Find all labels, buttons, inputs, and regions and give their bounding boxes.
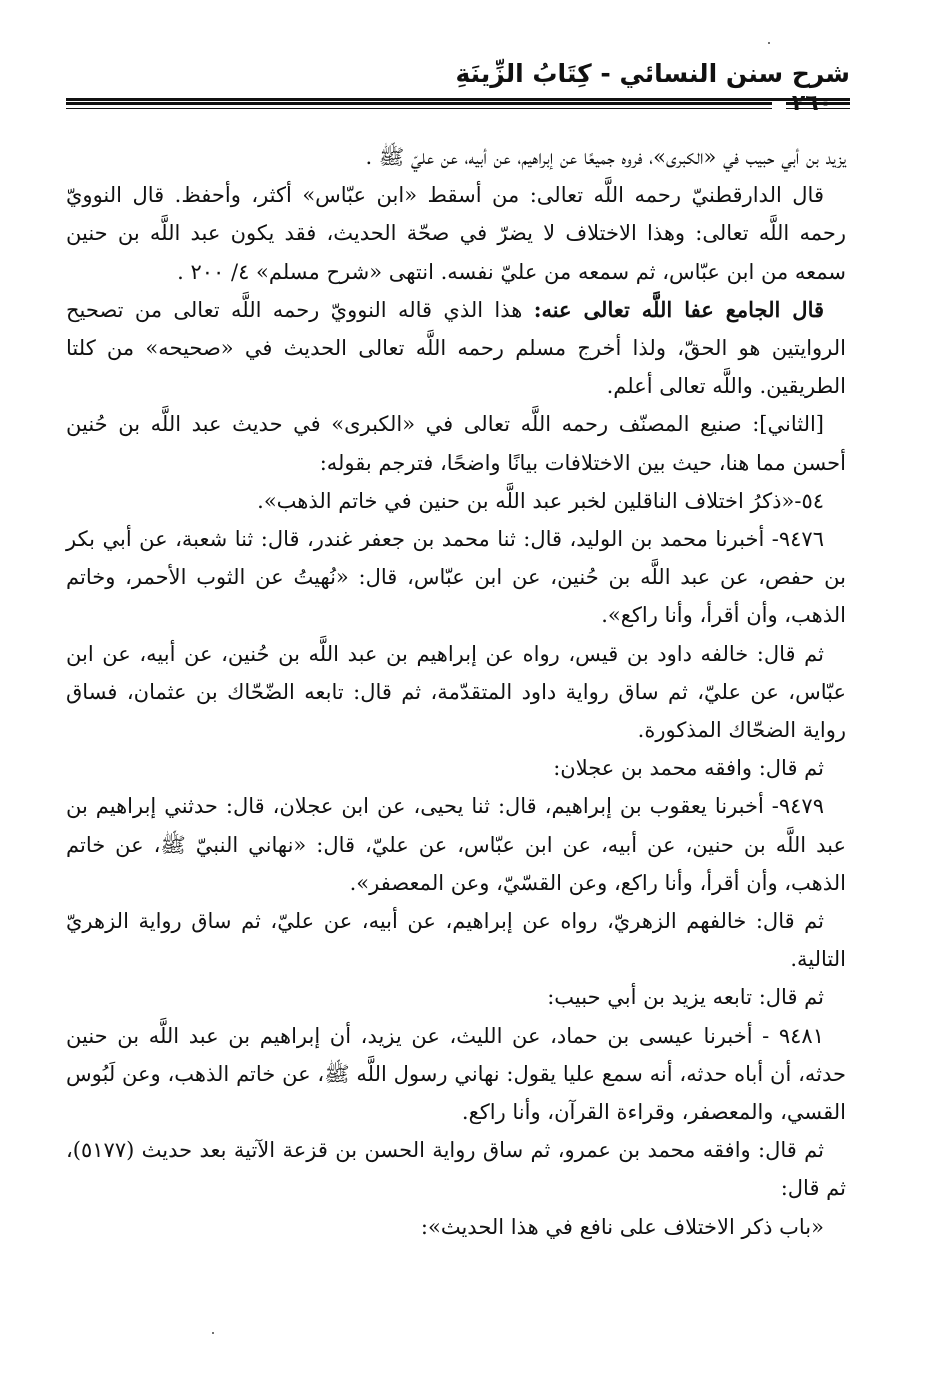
- paragraph-14: «باب ذكر الاختلاف على نافع في هذا الحديث»:: [420, 1214, 824, 1239]
- running-title: شرح سنن النسائي - كِتَابُ الزِّينَةِ: [455, 59, 850, 88]
- paragraph-7: ثم قال: خالفه داود بن قيس، رواه عن إبراهيم بن عبد اللَّه بن حُنين، عن أبيه، عن ابن عبّاس، عن عليّ، ثم ساق رواية داود المتقدّمة، ثم قال: تابعه الضّحّاك بن عثمان، فساق رواية الضحّاك المذكورة.: [66, 641, 846, 743]
- page-number: ٢٦٠: [791, 91, 833, 116]
- paragraph-10: ثم قال: خالفهم الزهريّ، رواه عن إبراهيم، عن أبيه، عن عليّ، ثم ساق رواية الزهريّ التالية.: [66, 909, 846, 972]
- header-rule-right-thin: [786, 108, 850, 109]
- paragraph-1: يزيد بن أبي حبيب في «الكبرى»، فروه جميعًا عن إبراهيم، عن أبيه، عن عليّ ﷺ .: [365, 145, 846, 169]
- page-header: [66, 50, 850, 116]
- paragraph-5: ٥٤-«ذكرُ اختلاف الناقلين لخبر عبد اللَّه بن حنين في خاتم الذهب».: [257, 488, 824, 513]
- body-text: [66, 138, 846, 1246]
- paragraph-3: قال الجامع عفا اللَّه تعالى عنه: هذا الذي قاله النوويّ رحمه اللَّه تعالى من تصحيح الروايتين هو الحقّ، ولذا أخرج مسلم رحمه اللَّه تعالى الحديث في «صحيحه» من كلتا الطريقين. واللَّه تعالى أعلم.: [66, 296, 847, 399]
- paragraph-12: ٩٤٨١ - أخبرنا عيسى بن حماد، عن الليث، عن يزيد، أن إبراهيم بن عبد اللَّه بن حنين حدثه، أن أباه حدثه، أنه سمع عليا يقول: نهاني رسول اللَّه ﷺ، عن خاتم الذهب، وعن لَبُوس القسي، والمعصفر، وقراءة القرآن، وأنا راكع.: [66, 1023, 846, 1125]
- scan-speck: [768, 42, 770, 44]
- header-rule-left-thick: [66, 102, 772, 105]
- header-rule-top: [66, 98, 850, 101]
- compiler-lead: قال الجامع عفا اللَّه تعالى عنه:: [533, 296, 825, 322]
- scan-speck: [212, 1332, 214, 1334]
- paragraph-8: ثم قال: وافقه محمد بن عجلان:: [553, 756, 824, 781]
- paragraph-9: ٩٤٧٩- أخبرنا يعقوب بن إبراهيم، قال: ثنا يحيى، عن ابن عجلان، قال: حدثني إبراهيم بن عبد اللَّه بن حنين، عن أبيه، عن ابن عبّاس، عن عليّ، قال: «نهاني النبيّ ﷺ، عن خاتم الذهب، وأن أقرأ، وأنا راكع، وعن القسّيّ، وعن المعصفر».: [66, 794, 846, 895]
- paragraph-6: ٩٤٧٦- أخبرنا محمد بن الوليد، قال: ثنا محمد بن جعفر غندر، قال: ثنا شعبة، عن أبي بكر بن حفص، عن عبد اللَّه بن حُنين، عن ابن عبّاس، قال: «نُهيتُ عن الثوب الأحمر، وخاتم الذهب، وأن أقرأ، وأنا راكع».: [66, 527, 846, 628]
- paragraph-4: [الثاني]: صنيع المصنّف رحمه اللَّه تعالى في «الكبرى» في حديث عبد اللَّه بن حُنين أحسن مما هنا، حيث بين الاختلافات بيانًا واضحًا، فترجم بقوله:: [66, 412, 846, 475]
- header-rule-right-thick: [786, 102, 850, 105]
- header-rule-left-thin: [66, 108, 772, 109]
- paragraph-2: قال الدارقطنيّ رحمه اللَّه تعالى: من أسقط «ابن عبّاس» أكثر، وأحفظ. قال النوويّ رحمه اللَّه تعالى: وهذا الاختلاف لا يضرّ في صحّة الحديث، فقد يكون عبد اللَّه بن حنين سمعه من ابن عبّاس، ثم سمعه من عليّ نفسه. انتهى «شرح مسلم» ٤/ ٢٠٠ .: [66, 183, 846, 284]
- paragraph-11: ثم قال: تابعه يزيد بن أبي حبيب:: [547, 985, 824, 1010]
- paragraph-13: ثم قال: وافقه محمد بن عمرو، ثم ساق رواية الحسن بن قزعة الآتية بعد حديث (٥١٧٧)، ثم قال:: [66, 1138, 846, 1201]
